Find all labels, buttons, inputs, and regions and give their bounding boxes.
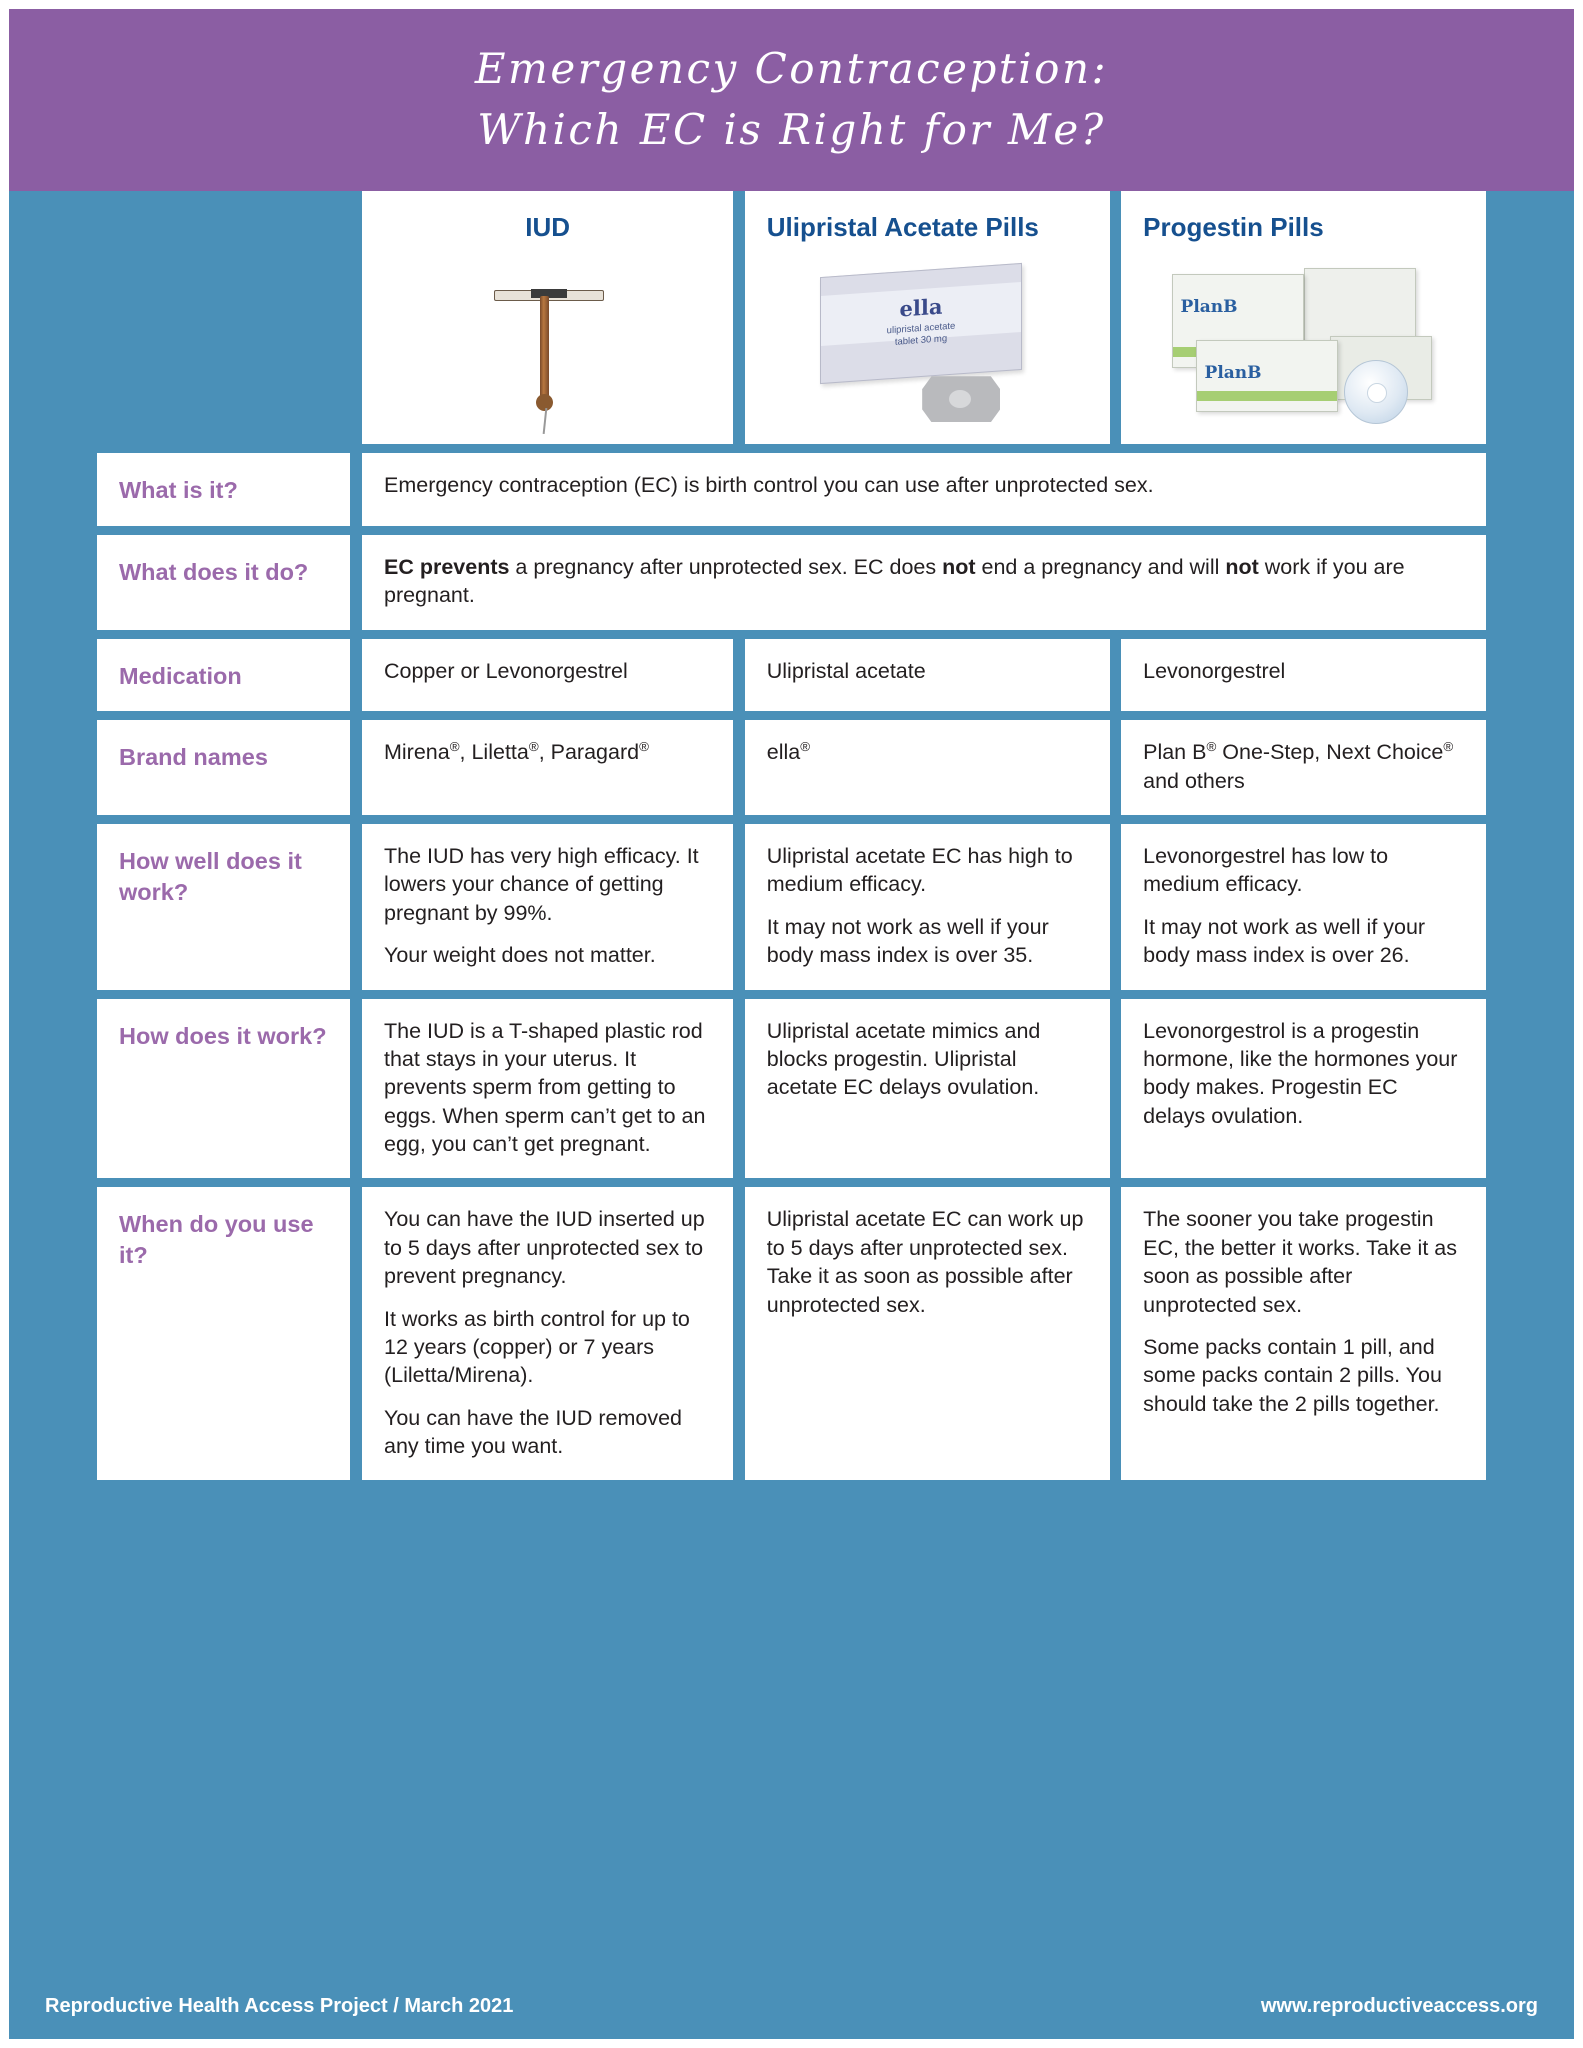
gap <box>1110 1187 1122 1480</box>
row-gap <box>97 990 1486 999</box>
footer-website[interactable]: www.reproductiveaccess.org <box>1260 1994 1538 2017</box>
row-label-cell <box>97 535 350 630</box>
cell-timing-progestin <box>1121 1187 1486 1480</box>
cell-text: It may not work as well if your body mass index is over 26. <box>1143 914 1426 968</box>
gap <box>1110 191 1122 444</box>
row-label-cell <box>97 1187 350 1480</box>
table-row-what-is-it <box>97 453 1486 526</box>
cell-mechanism-iud <box>362 999 733 1179</box>
row-label-what-is-it: What is it? <box>119 477 238 504</box>
cell-text: You can have the IUD inserted up to 5 days after unprotected sex to prevent pregnancy. <box>383 1207 705 1289</box>
gap <box>733 720 745 815</box>
gap <box>733 639 745 712</box>
cell-brand-ulipristal <box>745 720 1110 815</box>
gap <box>350 535 362 630</box>
cell-mechanism-progestin <box>1121 999 1486 1179</box>
cell-text: Ulipristal acetate <box>766 658 926 683</box>
table-row-when-do-you-use-it <box>97 1187 1486 1480</box>
cell-text: The sooner you take progestin EC, the better it works. Take it as soon as possible after unprotected sex. <box>1143 1207 1457 1317</box>
planb-logo-text-2: PlanB <box>1204 362 1262 383</box>
cell-text: You can have the IUD removed any time you want. <box>383 1405 682 1459</box>
ella-subtext-line-2: tablet 30 mg <box>895 333 948 348</box>
column-title-iud: IUD <box>525 212 570 242</box>
planb-disc <box>1344 360 1408 424</box>
ella-foil-blister <box>922 376 1000 422</box>
gap <box>350 999 362 1179</box>
row-label-cell <box>97 999 350 1179</box>
row-label-cell <box>97 720 350 815</box>
gap <box>350 720 362 815</box>
cell-medication-iud <box>362 639 733 712</box>
table-row-what-does-it-do <box>97 535 1486 630</box>
cell-text: Some packs contain 1 pill, and some packs contain 2 pills. You should take the 2 pills together. <box>1143 1334 1442 1416</box>
page-title-line-2: Which EC is Right for Me? <box>477 105 1106 154</box>
ella-logo-text: ella <box>899 293 943 322</box>
poster-sheet <box>9 9 1574 2039</box>
iud-device-image <box>362 254 733 444</box>
gap <box>350 824 362 990</box>
cell-text: Levonorgestrel has low to medium efficacy. <box>1143 844 1389 897</box>
row-gap <box>97 711 1486 720</box>
cell-timing-ulipristal <box>745 1187 1110 1480</box>
cell-efficacy-ulipristal <box>745 824 1110 990</box>
comparison-table-wrapper <box>9 191 1574 1480</box>
cell-efficacy-progestin <box>1121 824 1486 990</box>
cell-text: Ulipristal acetate EC can work up to 5 days after unprotected sex. Take it as soon as possible after unprotected sex. <box>766 1207 1084 1317</box>
table-row-medication <box>97 639 1486 712</box>
cell-text: Ulipristal acetate mimics and blocks progestin. Ulipristal acetate EC delays ovulation. <box>766 1018 1041 1100</box>
cell-text: The IUD has very high efficacy. It lowers your chance of getting pregnant by 99%. <box>383 844 699 925</box>
row-gap <box>97 815 1486 824</box>
row-label-cell <box>97 824 350 990</box>
gap <box>733 1187 745 1480</box>
cell-brand-progestin <box>1121 720 1486 815</box>
gap <box>733 191 745 444</box>
gap <box>1110 720 1122 815</box>
cell-text: Levonorgestrel <box>1143 658 1286 683</box>
cell-text: It works as birth control for up to 12 years (copper) or 7 years (Liletta/Mirena). <box>383 1306 690 1388</box>
row-label-what-does-it-do: What does it do? <box>119 558 309 585</box>
gap <box>1110 824 1122 990</box>
row-gap <box>97 630 1486 639</box>
cell-text: Mirena®, Liletta®, Paragard® <box>383 739 649 765</box>
cell-brand-iud <box>362 720 733 815</box>
ella-subtext-line-1: ulipristal acetate <box>886 320 956 337</box>
page-title <box>475 39 1108 161</box>
row-gap <box>97 1178 1486 1187</box>
cell-efficacy-iud <box>362 824 733 990</box>
ella-package-image <box>745 254 1110 444</box>
cell-text: Ulipristal acetate EC has high to medium efficacy. <box>766 844 1073 897</box>
footer-attribution: Reproductive Health Access Project / March 2021 <box>45 1994 514 2017</box>
planb-logo-text: PlanB <box>1180 296 1238 317</box>
gap <box>1110 999 1122 1179</box>
table-row-how-does-it-work <box>97 999 1486 1179</box>
gap <box>350 453 362 526</box>
gap <box>1110 639 1122 712</box>
cell-text: Copper or Levonorgestrel <box>383 658 628 683</box>
comparison-table <box>97 191 1486 1480</box>
product-cell-progestin <box>1121 191 1486 444</box>
poster-header <box>9 9 1574 191</box>
cell-text: The IUD is a T-shaped plastic rod that stays in your uterus. It prevents sperm from getting to eggs. When sperm can’t get to an egg, you can’t get pregnant. <box>383 1018 706 1157</box>
gap <box>350 639 362 712</box>
table-row-how-well-does-it-work <box>97 824 1486 990</box>
product-header-row <box>97 191 1486 444</box>
row-label-cell <box>97 453 350 526</box>
cell-text: Your weight does not matter. <box>383 943 656 968</box>
row-label-when-do-you-use-it: When do you use it? <box>119 1211 314 1268</box>
gap <box>733 824 745 990</box>
column-title-ulipristal: Ulipristal Acetate Pills <box>766 212 1039 242</box>
cell-text: Levonorgestrol is a progestin hormone, like the hormones your body makes. Progestin EC delays ovulation. <box>1143 1018 1458 1128</box>
cell-text: EC prevents a pregnancy after unprotected sex. EC does not end a pregnancy and will not work if you are pregnant. <box>383 554 1405 608</box>
empty-corner-cell <box>97 191 350 444</box>
row-label-how-well-does-it-work: How well does it work? <box>119 848 302 905</box>
cell-text-what-is-it: Emergency contraception (EC) is birth control you can use after unprotected sex. <box>383 473 1154 498</box>
page-title-line-1: Emergency Contraception: <box>474 44 1109 94</box>
table-row-brand-names <box>97 720 1486 815</box>
gap <box>350 1187 362 1480</box>
row-gap <box>97 444 1486 453</box>
row-label-medication: Medication <box>119 662 242 689</box>
row-value-all-columns <box>362 453 1486 526</box>
cell-text: ella® <box>766 739 811 765</box>
gap <box>733 999 745 1179</box>
cell-text-what-does-it-do <box>362 535 1486 630</box>
column-title-progestin: Progestin Pills <box>1143 212 1324 242</box>
row-label-cell <box>97 639 350 712</box>
gap <box>350 191 362 444</box>
row-value-all-columns <box>362 535 1486 630</box>
product-cell-ulipristal <box>745 191 1110 444</box>
plan-b-packages-image <box>1121 254 1486 444</box>
row-label-how-does-it-work: How does it work? <box>119 1022 327 1049</box>
row-gap <box>97 526 1486 535</box>
cell-medication-ulipristal <box>745 639 1110 712</box>
row-label-brand-names: Brand names <box>119 744 268 771</box>
cell-medication-progestin <box>1121 639 1486 712</box>
product-cell-iud <box>362 191 733 444</box>
cell-text: Plan B® One-Step, Next Choice® and others <box>1143 739 1454 793</box>
poster-footer <box>9 1973 1574 2039</box>
cell-mechanism-ulipristal <box>745 999 1110 1179</box>
cell-timing-iud <box>362 1187 733 1480</box>
cell-text: It may not work as well if your body mass index is over 35. <box>766 914 1049 968</box>
